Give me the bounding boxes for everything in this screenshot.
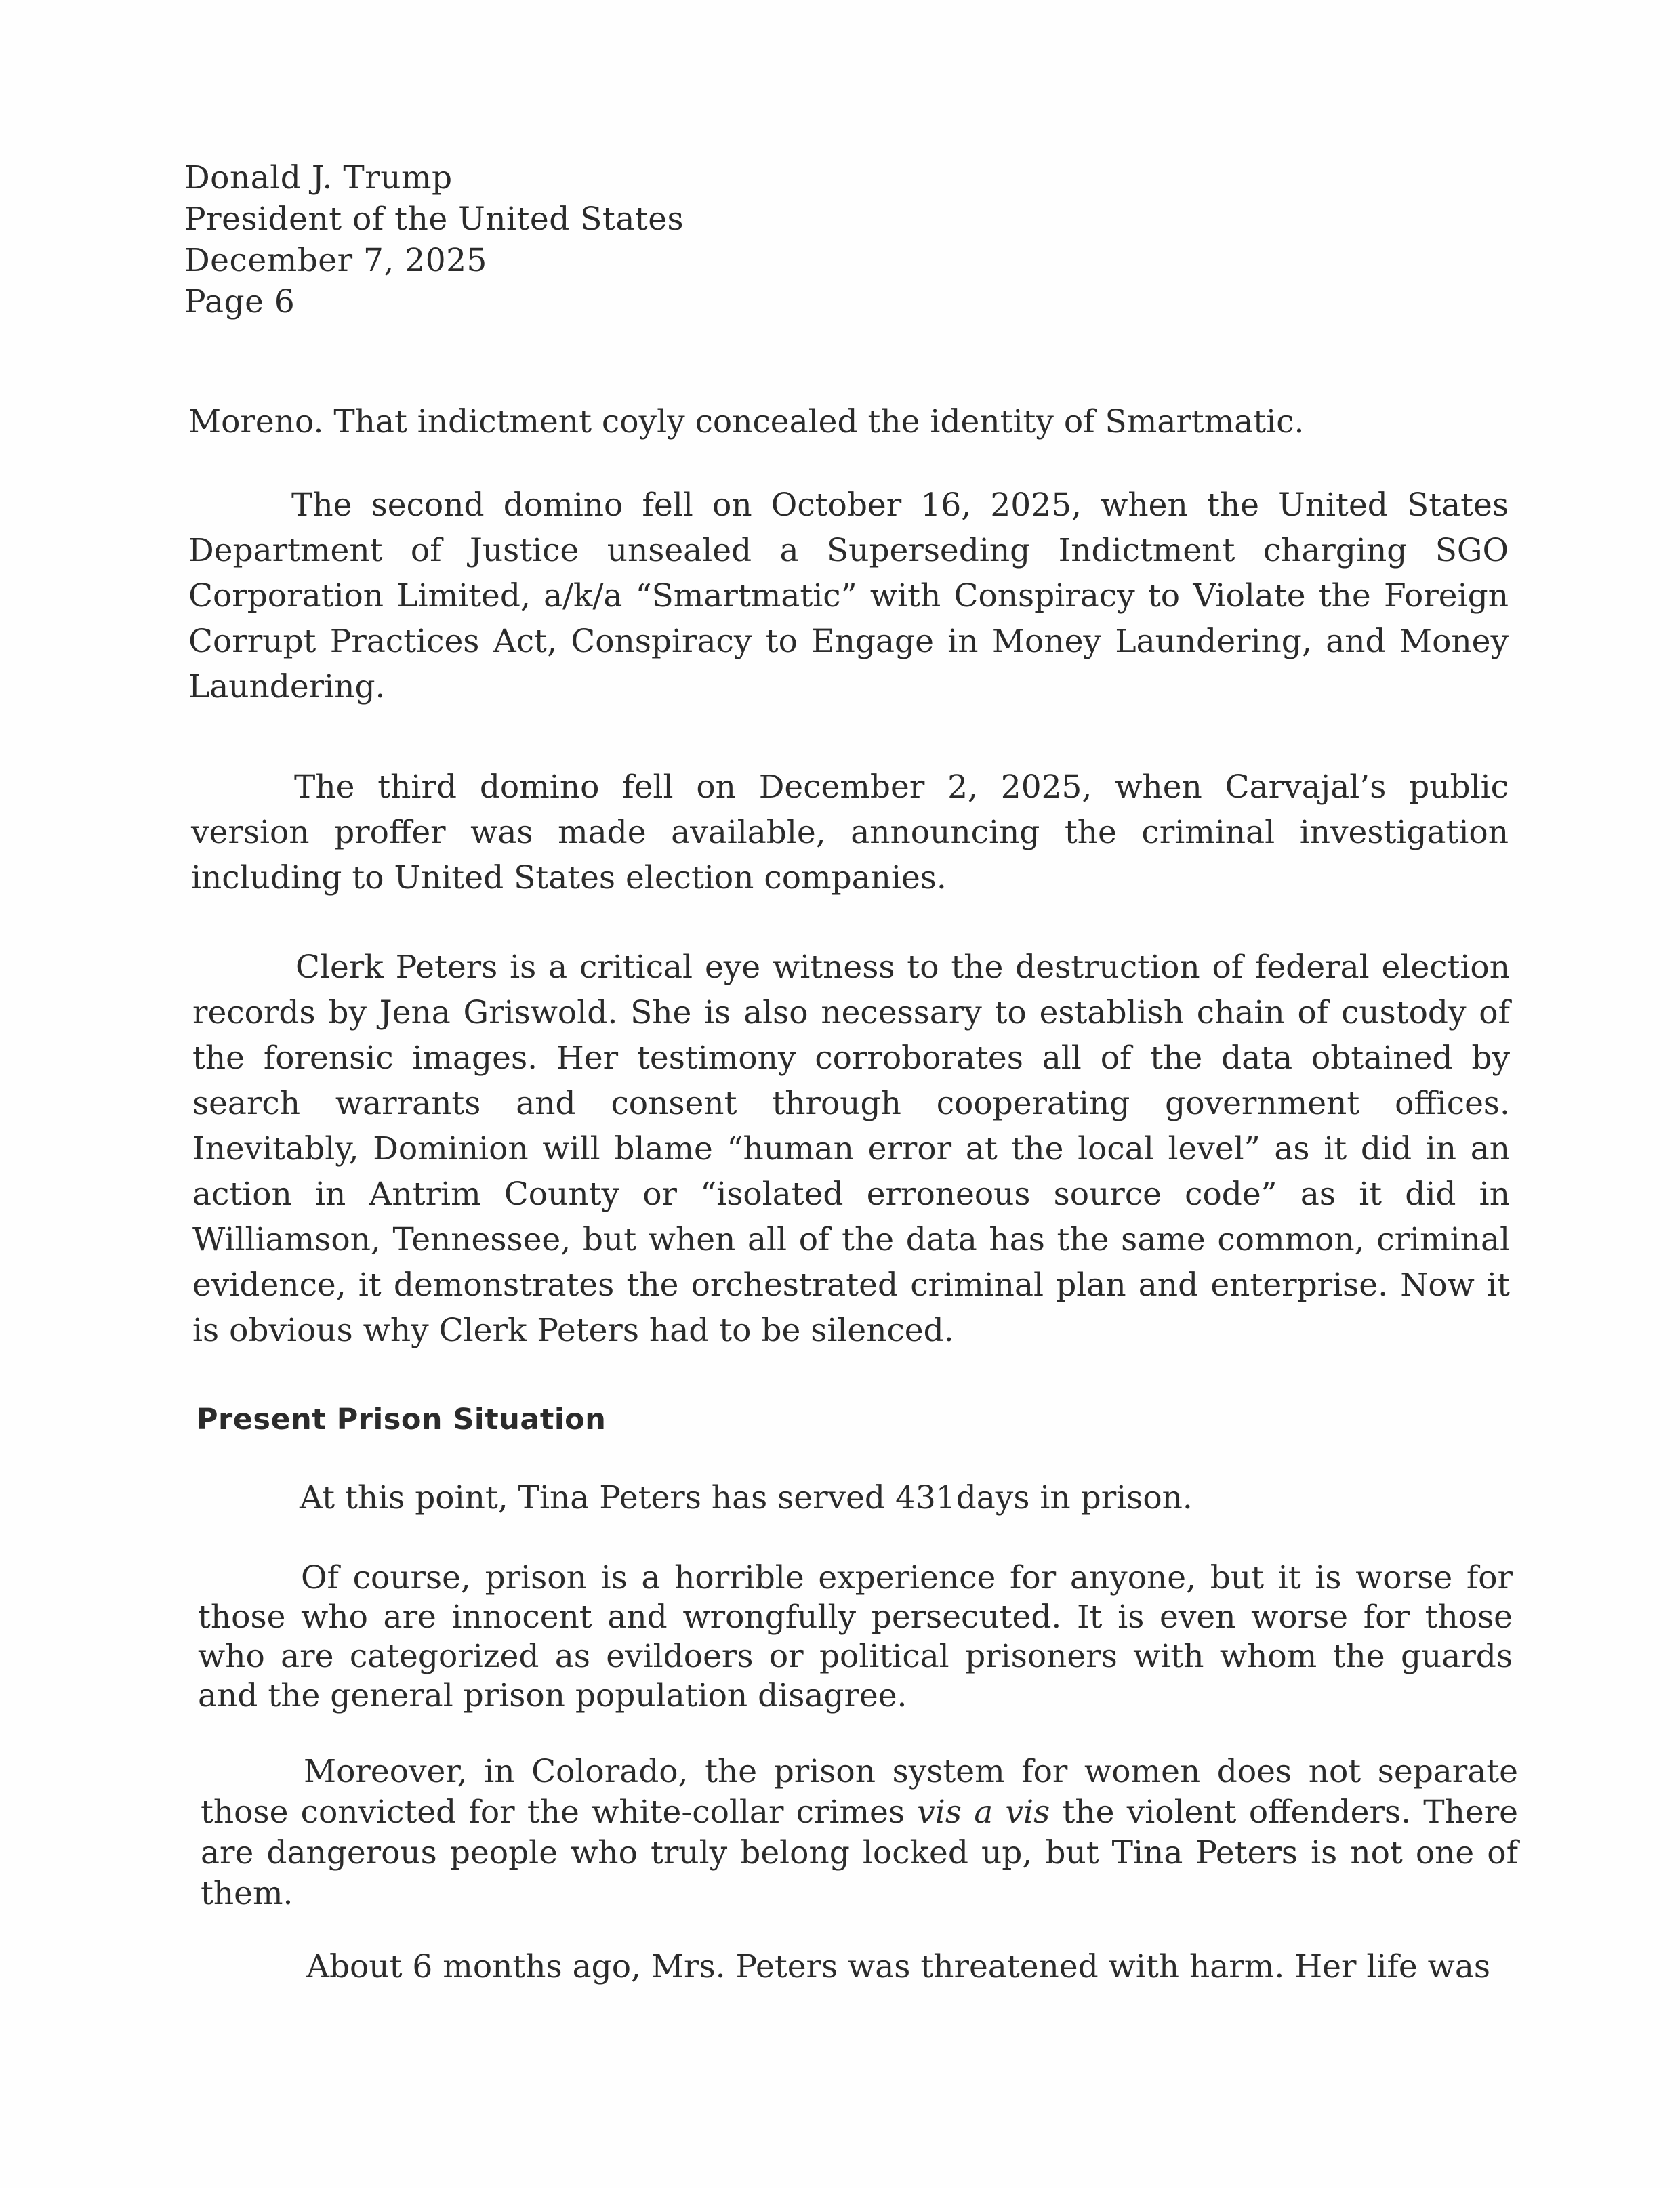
letter-date: December 7, 2025 — [184, 242, 487, 279]
recipient-name: Donald J. Trump — [184, 159, 453, 197]
paragraph-colorado-prison-part-a: Moreover, in Colorado, the prison system for women does not separate those convicted for the white-collar crimes — [201, 1753, 1518, 1831]
paragraph-third-domino: The third domino fell on December 2, 2025, when Carvajal’s public version proffer was made available, announcing the criminal investigation including to United States election companies. — [191, 768, 1509, 896]
recipient-title: President of the United States — [184, 201, 684, 238]
paragraph-days-served: At this point, Tina Peters has served 431days in prison. — [300, 1479, 1193, 1516]
paragraph-colorado-prison — [201, 1752, 1518, 1914]
letter-header — [184, 157, 684, 323]
paragraph-clerk-peters: Clerk Peters is a critical eye witness to the destruction of federal election records by Jena Griswold. She is also necessary to establish chain of custody of the forensic images. Her testimony corroborates all of the data obtained by search warrants and consent through cooperating government offices. Inevitably, Dominion will blame “human error at the local level” as it did in an action in Antrim County or “isolated erroneous source code” as it did in Williamson, Tennessee, but when all of the data has the same common, criminal evidence, it demonstrates the orchestrated criminal plan and enterprise. Now it is obvious why Clerk Peters had to be silenced. — [192, 949, 1510, 1349]
page-number: Page 6 — [184, 283, 295, 321]
paragraph-colorado-prison-part-b: the violent offenders. There are dangerous people who truly belong locked up, but Tina Peters is not one of them. — [201, 1794, 1518, 1912]
paragraph-second-domino: The second domino fell on October 16, 2025, when the United States Department of Justice unsealed a Superseding Indictment charging SGO Corporation Limited, a/k/a “Smartmatic” with Conspiracy to Violate the Foreign Corrupt Practices Act, Conspiracy to Engage in Money Laundering, and Money Laundering. — [188, 487, 1509, 705]
paragraph-threatened: About 6 months ago, Mrs. Peters was threatened with harm. Her life was — [306, 1948, 1490, 1985]
paragraph-moreno: Moreno. That indictment coyly concealed the identity of Smartmatic. — [188, 403, 1305, 440]
paragraph-prison-experience: Of course, prison is a horrible experience for anyone, but it is worse for those who are innocent and wrongfully persecuted. It is even worse for those who are categorized as evildoers or political prisoners with whom the guards and the general prison population disagree. — [198, 1559, 1513, 1714]
italic-vis-a-vis: vis a vis — [917, 1794, 1050, 1831]
section-heading-prison: Present Prison Situation — [197, 1403, 607, 1437]
